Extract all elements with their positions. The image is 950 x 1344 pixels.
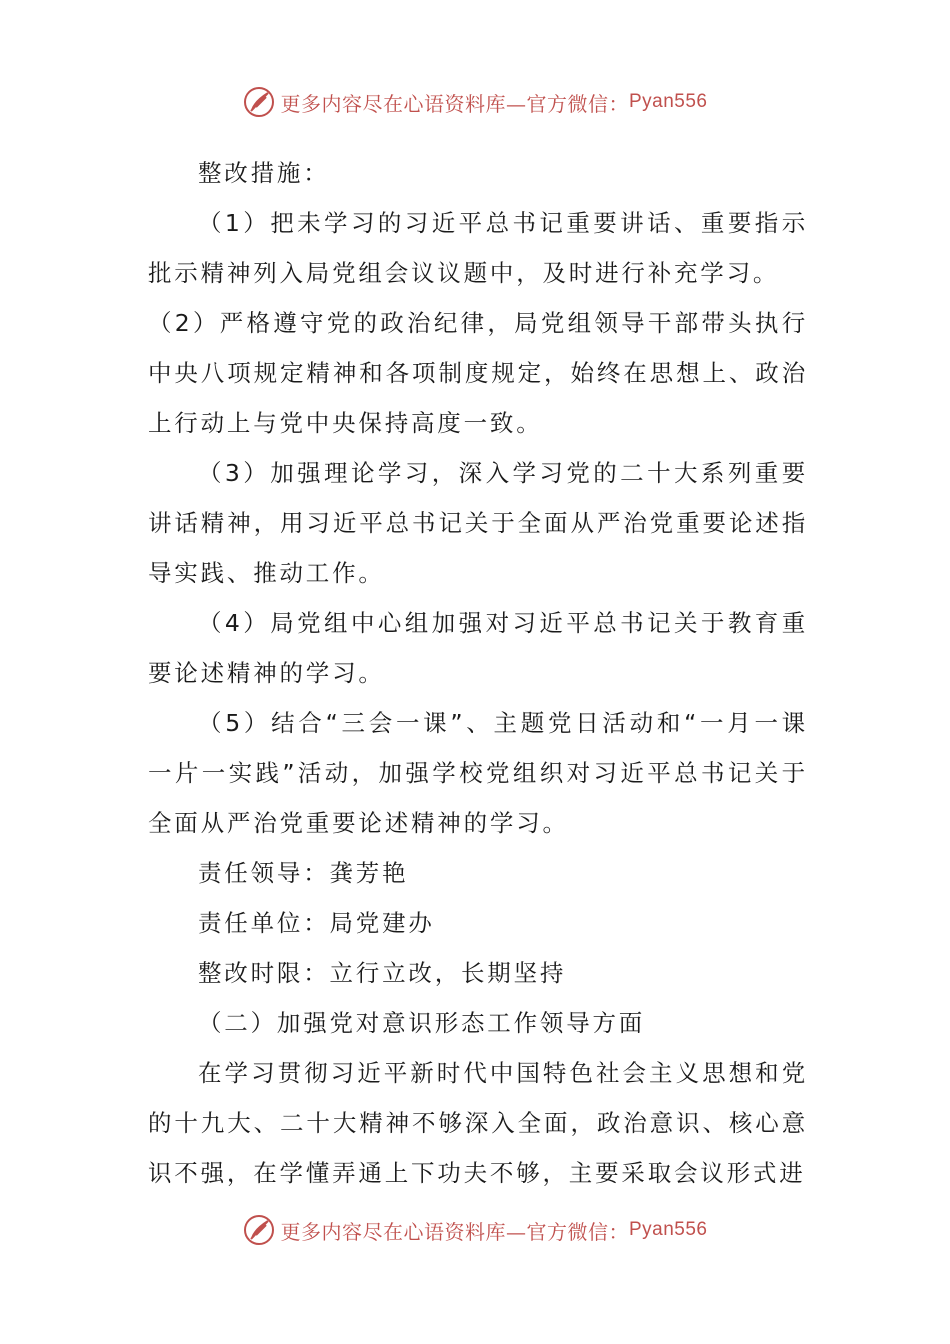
paragraph-section-heading: （二）加强党对意识形态工作领导方面 [198,1009,646,1037]
paragraph-item-5: （5）结合“三会一课”、主题党日活动和“一月一课一片一实践”活动，加强学校党组织对习近平总书记关于全面从严治党重要论述精神的学习。 [148,709,808,837]
banner-text: 更多内容尽在心语资料库—官方微信： [280,91,629,116]
footer-watermark-banner [0,1210,950,1250]
paragraph-responsible-unit: 责任单位：局党建办 [198,909,435,937]
paragraph-item-4: （4）局党组中心组加强对习近平总书记关于教育重要论述精神的学习。 [148,609,808,687]
paragraph-body: 在学习贯彻习近平新时代中国特色社会主义思想和党的十九大、二十大精神不够深入全面，政治意识、核心意识不强，在学懂弄通上下功夫不够，主要采取会议形式进 [148,1059,808,1187]
paragraph-deadline: 整改时限：立行立改，长期坚持 [198,959,567,987]
document-body [148,148,808,1198]
banner-wechat-id: Pyan556 [628,91,708,112]
header-watermark-banner [0,82,950,122]
paragraph-item-3: （3）加强理论学习，深入学习党的二十大系列重要讲话精神，用习近平总书记关于全面从严治党重要论述指导实践、推动工作。 [148,459,808,587]
quill-logo-icon [242,1213,276,1247]
quill-logo-icon [242,85,276,119]
paragraph-item-1: （1）把未学习的习近平总书记重要讲话、重要指示批示精神列入局党组会议议题中，及时进行补充学习。 [148,209,808,287]
banner-text: 更多内容尽在心语资料库—官方微信： [280,1219,629,1244]
paragraph-heading-measures: 整改措施： [198,159,330,187]
banner-wechat-id: Pyan556 [628,1219,708,1240]
paragraph-item-2: （2）严格遵守党的政治纪律，局党组领导干部带头执行中央八项规定精神和各项制度规定，始终在思想上、政治上行动上与党中央保持高度一致。 [148,309,808,437]
paragraph-responsible-leader: 责任领导：龚芳艳 [198,859,409,887]
